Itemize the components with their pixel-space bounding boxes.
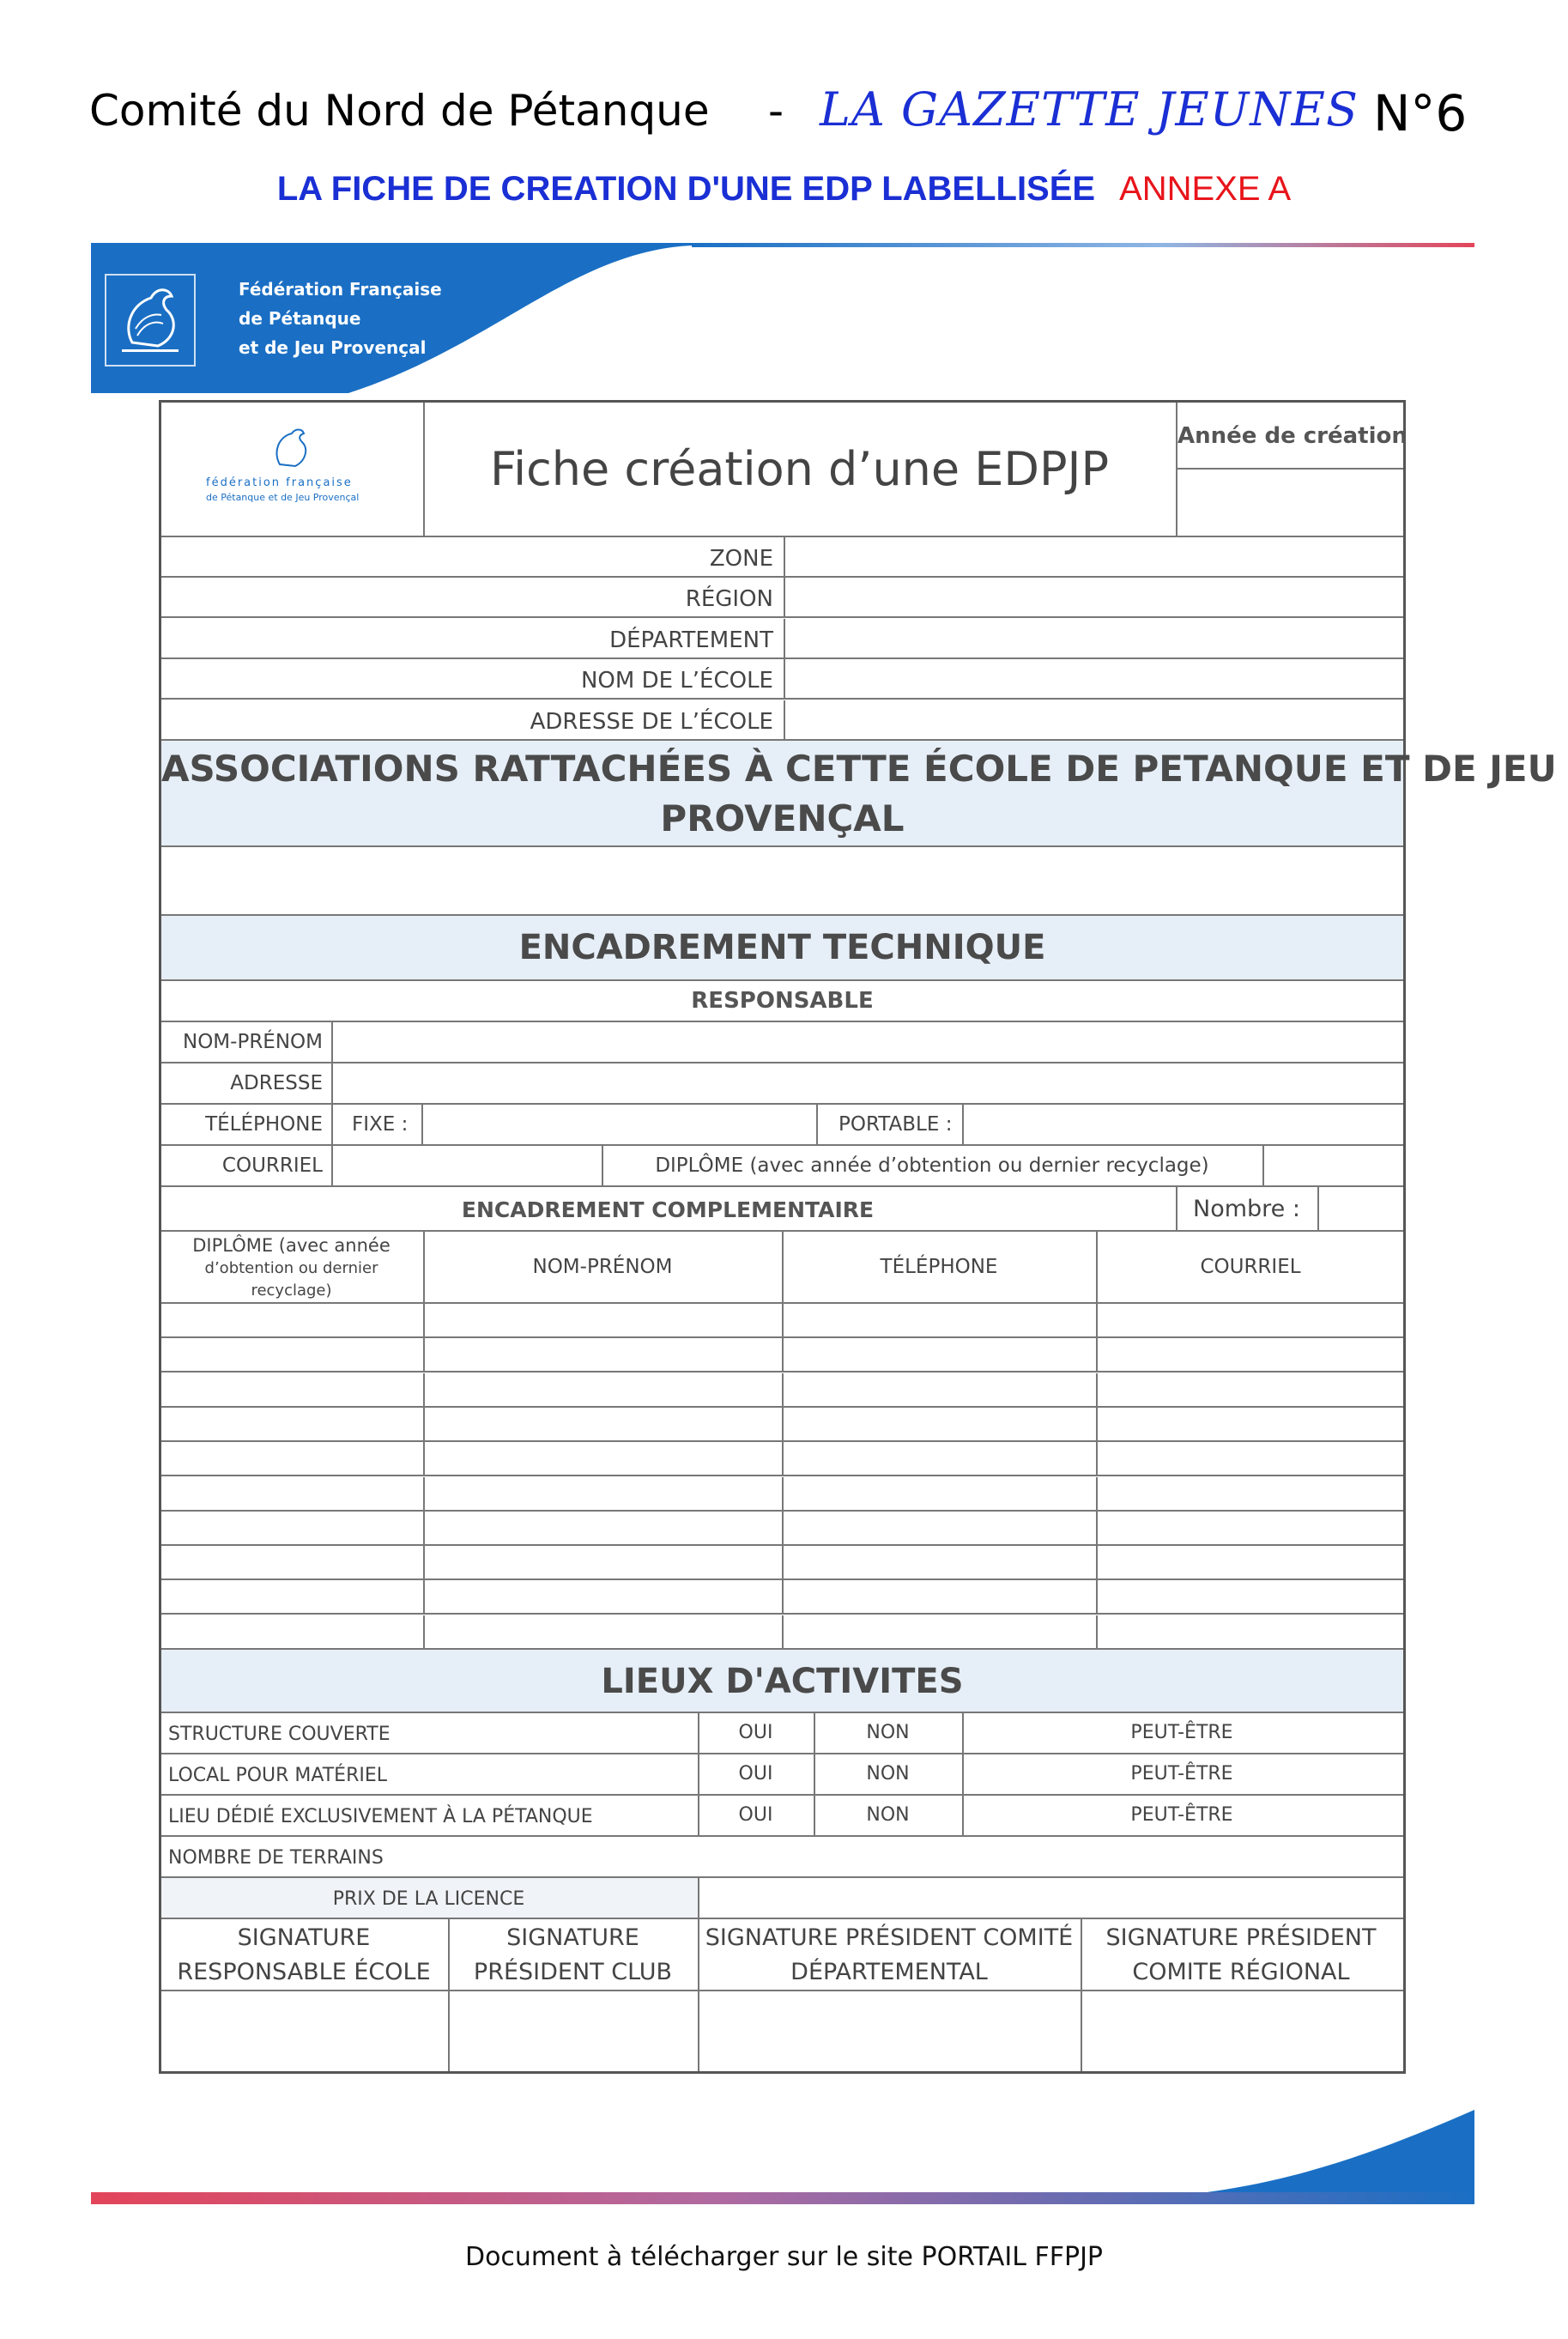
signature-header — [161, 1919, 450, 1991]
encadrement-heading — [161, 916, 1403, 981]
complementary-cell[interactable] — [784, 1580, 1098, 1615]
small-logo-text-2: de Pétanque et de Jeu Provençal — [206, 492, 360, 503]
lieu-oui-cell[interactable] — [699, 1713, 815, 1754]
field-label-cell — [161, 700, 785, 741]
signature-title-line: SIGNATURE — [506, 1924, 639, 1951]
banner-line-2: de Pétanque — [239, 308, 361, 329]
small-rooster-icon — [264, 427, 316, 470]
col-tel-header — [784, 1232, 1098, 1304]
complementary-cell[interactable] — [425, 1580, 784, 1615]
field-label-cell — [161, 659, 785, 700]
complementary-cell[interactable] — [1098, 1512, 1403, 1546]
nom-prenom-label: NOM-PRÉNOM — [183, 1031, 323, 1053]
signature-title-line: SIGNATURE PRÉSIDENT COMITÉ — [705, 1924, 1074, 1951]
lieu-label-cell — [161, 1713, 699, 1754]
portable-label-cell — [818, 1105, 964, 1146]
prix-licence-label: PRIX DE LA LICENCE — [332, 1888, 525, 1910]
signature-title-line: RESPONSABLE ÉCOLE — [177, 1959, 431, 1985]
responsable-heading — [161, 981, 1403, 1022]
nombre-input[interactable] — [1319, 1187, 1403, 1232]
year-label-cell — [1178, 403, 1408, 470]
field-input[interactable] — [785, 578, 1403, 618]
complementary-cell[interactable] — [784, 1338, 1098, 1372]
signature-box[interactable] — [450, 1991, 699, 2071]
complementary-cell[interactable] — [784, 1304, 1098, 1338]
courriel-input[interactable] — [333, 1146, 603, 1187]
lieux-heading — [161, 1650, 1403, 1713]
field-label: ZONE — [709, 546, 773, 572]
col-diplome-line2: d’obtention ou dernier — [204, 1259, 378, 1277]
subtitle-annex: ANNEXE A — [1119, 170, 1292, 208]
complementary-cell[interactable] — [161, 1512, 425, 1546]
diplome-label-cell — [603, 1146, 1264, 1187]
lieu-non: NON — [866, 1722, 910, 1743]
telephone-label: TÉLÉPHONE — [205, 1113, 323, 1136]
encadrement-comp-label: ENCADREMENT COMPLEMENTAIRE — [461, 1197, 875, 1222]
complementary-cell[interactable] — [425, 1615, 784, 1650]
complementary-cell[interactable] — [1098, 1442, 1403, 1476]
complementary-cell[interactable] — [161, 1442, 425, 1476]
header-dash: - — [768, 86, 784, 136]
lieu-peut-etre: PEUT-ÊTRE — [1130, 1763, 1233, 1785]
complementary-cell[interactable] — [425, 1477, 784, 1512]
lieux-heading-text: LIEUX D'ACTIVITES — [601, 1662, 964, 1701]
lieu-non-cell[interactable] — [815, 1754, 964, 1796]
lieu-label: LOCAL POUR MATÉRIEL — [168, 1765, 388, 1786]
complementary-cell[interactable] — [784, 1615, 1098, 1650]
year-label: Année de création — [1178, 423, 1408, 449]
federation-banner — [91, 243, 1474, 393]
footer-wave — [91, 2110, 1474, 2204]
diplome-input[interactable] — [1264, 1146, 1403, 1187]
publisher-name: Comité du Nord de Pétanque — [89, 86, 710, 136]
complementary-cell[interactable] — [784, 1477, 1098, 1512]
responsable-label: RESPONSABLE — [691, 988, 874, 1014]
lieu-oui: OUI — [738, 1722, 773, 1743]
encadrement-comp-cell — [161, 1187, 1178, 1232]
federation-logo — [105, 274, 196, 367]
lieu-oui: OUI — [738, 1804, 773, 1826]
banner-line-1: Fédération Française — [239, 279, 442, 300]
col-nom-label: NOM-PRÉNOM — [532, 1256, 673, 1278]
complementary-cell[interactable] — [1098, 1304, 1403, 1338]
lieu-non-cell[interactable] — [815, 1713, 964, 1754]
nom-prenom-input[interactable] — [333, 1022, 1403, 1063]
lieu-peut-etre-cell[interactable] — [964, 1796, 1403, 1837]
portable-input[interactable] — [964, 1105, 1403, 1146]
nombre-terrains-label: NOMBRE DE TERRAINS — [168, 1847, 384, 1869]
associations-heading-line1: ASSOCIATIONS RATTACHÉES À CETTE ÉCOLE DE PETANQUE ET DE JEU — [161, 748, 1557, 790]
complementary-cell[interactable] — [784, 1512, 1098, 1546]
complementary-cell[interactable] — [1098, 1338, 1403, 1372]
signature-box[interactable] — [699, 1991, 1082, 2071]
signature-title-line: COMITE RÉGIONAL — [1132, 1959, 1350, 1985]
title-cell — [425, 403, 1178, 537]
fixe-label: FIXE : — [352, 1113, 409, 1136]
courriel-label: COURRIEL — [221, 1154, 323, 1177]
field-label: DÉPARTEMENT — [609, 627, 773, 653]
lieu-oui-cell[interactable] — [699, 1754, 815, 1796]
creation-form — [159, 400, 1557, 2074]
complementary-cell[interactable] — [784, 1442, 1098, 1476]
adresse-label: ADRESSE — [230, 1072, 323, 1094]
field-label-cell — [161, 619, 785, 659]
col-courriel-label: COURRIEL — [1200, 1256, 1301, 1278]
complementary-cell[interactable] — [1098, 1477, 1403, 1512]
complementary-cell[interactable] — [784, 1546, 1098, 1580]
associations-heading-line2: PROVENÇAL — [660, 797, 905, 839]
complementary-cell[interactable] — [161, 1615, 425, 1650]
download-note: Document à télécharger sur le site PORTAIL FFPJP — [464, 2242, 1104, 2272]
col-diplome-line1: DIPLÔME (avec année — [192, 1235, 390, 1256]
prix-licence-input[interactable] — [699, 1878, 1403, 1919]
lieu-peut-etre: PEUT-ÊTRE — [1130, 1804, 1233, 1826]
adresse-label-cell — [161, 1063, 333, 1105]
signature-header — [1082, 1919, 1403, 1991]
complementary-cell[interactable] — [161, 1477, 425, 1512]
signature-title-line: SIGNATURE PRÉSIDENT — [1105, 1924, 1377, 1951]
lieu-oui-cell[interactable] — [699, 1796, 815, 1837]
signature-header — [450, 1919, 699, 1991]
nombre-label: Nombre : — [1193, 1196, 1300, 1222]
field-label: RÉGION — [685, 586, 773, 612]
fixe-input[interactable] — [423, 1105, 818, 1146]
complementary-cell[interactable] — [1098, 1580, 1403, 1615]
associations-heading — [161, 741, 1557, 847]
complementary-cell[interactable] — [1098, 1373, 1403, 1408]
complementary-cell[interactable] — [425, 1338, 784, 1372]
complementary-cell[interactable] — [425, 1373, 784, 1408]
col-diplome-line3: recyclage) — [251, 1282, 332, 1300]
diplome-label: DIPLÔME (avec année d’obtention ou dernier recyclage) — [655, 1154, 1209, 1177]
signature-title-line: DÉPARTEMENTAL — [790, 1959, 988, 1985]
field-label: ADRESSE DE L’ÉCOLE — [530, 709, 773, 735]
associations-input[interactable] — [161, 847, 1403, 916]
nombre-label-cell — [1178, 1187, 1319, 1232]
complementary-cell[interactable] — [425, 1512, 784, 1546]
col-diplome-header — [161, 1232, 425, 1304]
lieu-non: NON — [866, 1804, 910, 1826]
complementary-cell[interactable] — [1098, 1408, 1403, 1442]
col-tel-label: TÉLÉPHONE — [880, 1256, 998, 1278]
col-courriel-header — [1098, 1232, 1403, 1304]
form-title: Fiche création d’une EDPJP — [489, 442, 1110, 496]
banner-line-3: et de Jeu Provençal — [239, 337, 427, 358]
issue-number: N°6 — [1373, 84, 1468, 142]
subtitle-main: LA FICHE DE CREATION D'UNE EDP LABELLISÉE — [276, 170, 1096, 208]
signature-title-line: SIGNATURE — [237, 1924, 371, 1951]
complementary-cell[interactable] — [1098, 1615, 1403, 1650]
encadrement-heading-text: ENCADREMENT TECHNIQUE — [518, 928, 1046, 967]
field-label-cell — [161, 578, 785, 618]
complementary-cell[interactable] — [161, 1304, 425, 1338]
lieu-non-cell[interactable] — [815, 1796, 964, 1837]
complementary-cell[interactable] — [784, 1373, 1098, 1408]
lieu-peut-etre-cell[interactable] — [964, 1713, 1403, 1754]
complementary-cell[interactable] — [161, 1546, 425, 1580]
small-logo-text-1: fédération française — [206, 476, 353, 489]
complementary-cell[interactable] — [161, 1338, 425, 1372]
rooster-icon — [106, 276, 194, 365]
year-input[interactable] — [1178, 470, 1403, 537]
complementary-cell[interactable] — [1098, 1546, 1403, 1580]
gazette-title: LA GAZETTE JEUNES — [820, 82, 1359, 136]
lieu-label-cell — [161, 1796, 699, 1837]
lieu-label-cell — [161, 1754, 699, 1796]
complementary-cell[interactable] — [161, 1373, 425, 1408]
signature-box[interactable] — [1082, 1991, 1403, 2071]
courriel-label-cell — [161, 1146, 333, 1187]
footer-stripe — [91, 2110, 1474, 2204]
signature-title-line: PRÉSIDENT CLUB — [473, 1959, 673, 1985]
complementary-cell[interactable] — [425, 1408, 784, 1442]
col-nom-header — [425, 1232, 784, 1304]
prix-licence-label-cell — [161, 1878, 699, 1919]
lieu-label: STRUCTURE COUVERTE — [168, 1724, 390, 1745]
field-input[interactable] — [785, 537, 1403, 578]
signature-header — [699, 1919, 1082, 1991]
small-logo-cell — [161, 403, 425, 537]
nom-prenom-label-cell — [161, 1022, 333, 1063]
complementary-cell[interactable] — [784, 1408, 1098, 1442]
lieu-non: NON — [866, 1763, 910, 1785]
complementary-cell[interactable] — [161, 1580, 425, 1615]
field-label: NOM DE L’ÉCOLE — [580, 668, 773, 694]
signature-box[interactable] — [161, 1991, 450, 2071]
complementary-cell[interactable] — [161, 1408, 425, 1442]
field-input[interactable] — [785, 619, 1403, 659]
complementary-cell[interactable] — [425, 1546, 784, 1580]
telephone-label-cell — [161, 1105, 333, 1146]
adresse-input[interactable] — [333, 1063, 1403, 1105]
lieu-peut-etre: PEUT-ÊTRE — [1130, 1722, 1233, 1743]
portable-label: PORTABLE : — [838, 1113, 953, 1136]
nombre-terrains-row — [161, 1837, 1403, 1878]
field-input[interactable] — [785, 659, 1403, 700]
lieu-oui: OUI — [738, 1763, 773, 1785]
lieu-label: LIEU DÉDIÉ EXCLUSIVEMENT À LA PÉTANQUE — [168, 1806, 593, 1827]
field-input[interactable] — [785, 700, 1403, 741]
complementary-cell[interactable] — [425, 1304, 784, 1338]
complementary-cell[interactable] — [425, 1442, 784, 1476]
lieu-peut-etre-cell[interactable] — [964, 1754, 1403, 1796]
fixe-label-cell — [333, 1105, 423, 1146]
page-subtitle — [0, 170, 1568, 209]
field-label-cell — [161, 537, 785, 578]
